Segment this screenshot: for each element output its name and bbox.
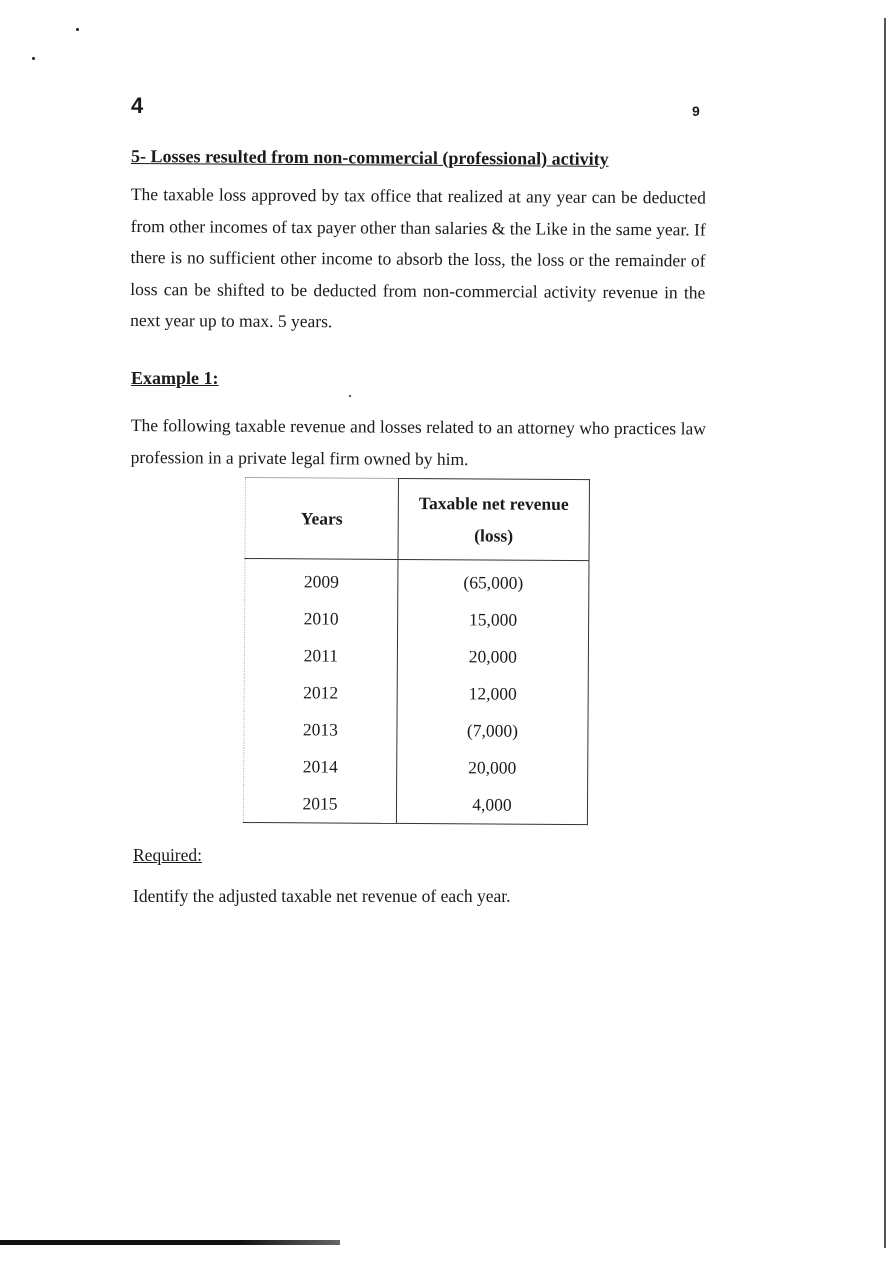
year-cell: 2009 [245, 559, 398, 601]
scan-speck [32, 57, 35, 60]
revenue-table [243, 477, 590, 825]
year-cell: 2014 [244, 748, 397, 786]
revenue-cell: 20,000 [397, 638, 588, 676]
revenue-column-header [398, 478, 589, 560]
year-cell: 2012 [244, 674, 397, 712]
table-row [244, 748, 588, 787]
revenue-header-line2: (loss) [474, 525, 514, 546]
table-row [243, 785, 587, 825]
example-paragraph: The following taxable revenue and losses related to an attorney who practices law profession in a private legal firm owned by him. [130, 414, 706, 470]
scan-speck [76, 28, 79, 31]
required-label: Required: [133, 845, 203, 865]
scan-speck [349, 395, 351, 397]
page-number-right: 9 [692, 103, 700, 119]
scan-bottom-bar [0, 1240, 340, 1245]
year-cell: 2010 [245, 600, 398, 638]
table-row [244, 711, 588, 750]
table-row [244, 674, 588, 713]
table-row [245, 600, 589, 639]
year-cell: 2015 [243, 785, 396, 823]
section-heading: 5- Losses resulted from non-commercial (professional) activity [130, 146, 609, 169]
intro-paragraph: The taxable loss approved by tax office that realized at any year can be deducted from other incomes of tax payer other than salaries & the Like in the same year. If there is no sufficient other income to absorb the loss, the loss or the remainder of loss can be shifted to be deducted from non-commercial activity revenue in the next year up to max. 5 years. [130, 183, 706, 332]
table-row [245, 559, 589, 603]
revenue-cell: 4,000 [396, 786, 587, 825]
years-column-header: Years [245, 478, 398, 560]
revenue-cell: 15,000 [398, 601, 589, 639]
table-row [244, 637, 588, 676]
example-heading: Example 1: [131, 368, 219, 388]
table-header-row [245, 478, 589, 561]
revenue-cell: (65,000) [398, 559, 589, 602]
revenue-cell: 20,000 [397, 749, 588, 787]
year-cell: 2011 [244, 637, 397, 675]
revenue-cell: 12,000 [397, 675, 588, 713]
page-number-left: 4 [131, 93, 144, 118]
scan-right-border [884, 18, 886, 1248]
year-cell: 2013 [244, 711, 397, 749]
revenue-header-line1: Taxable net revenue [418, 493, 569, 514]
required-text: Identify the adjusted taxable net revenue of each year. [133, 886, 511, 906]
revenue-cell: (7,000) [397, 712, 588, 750]
